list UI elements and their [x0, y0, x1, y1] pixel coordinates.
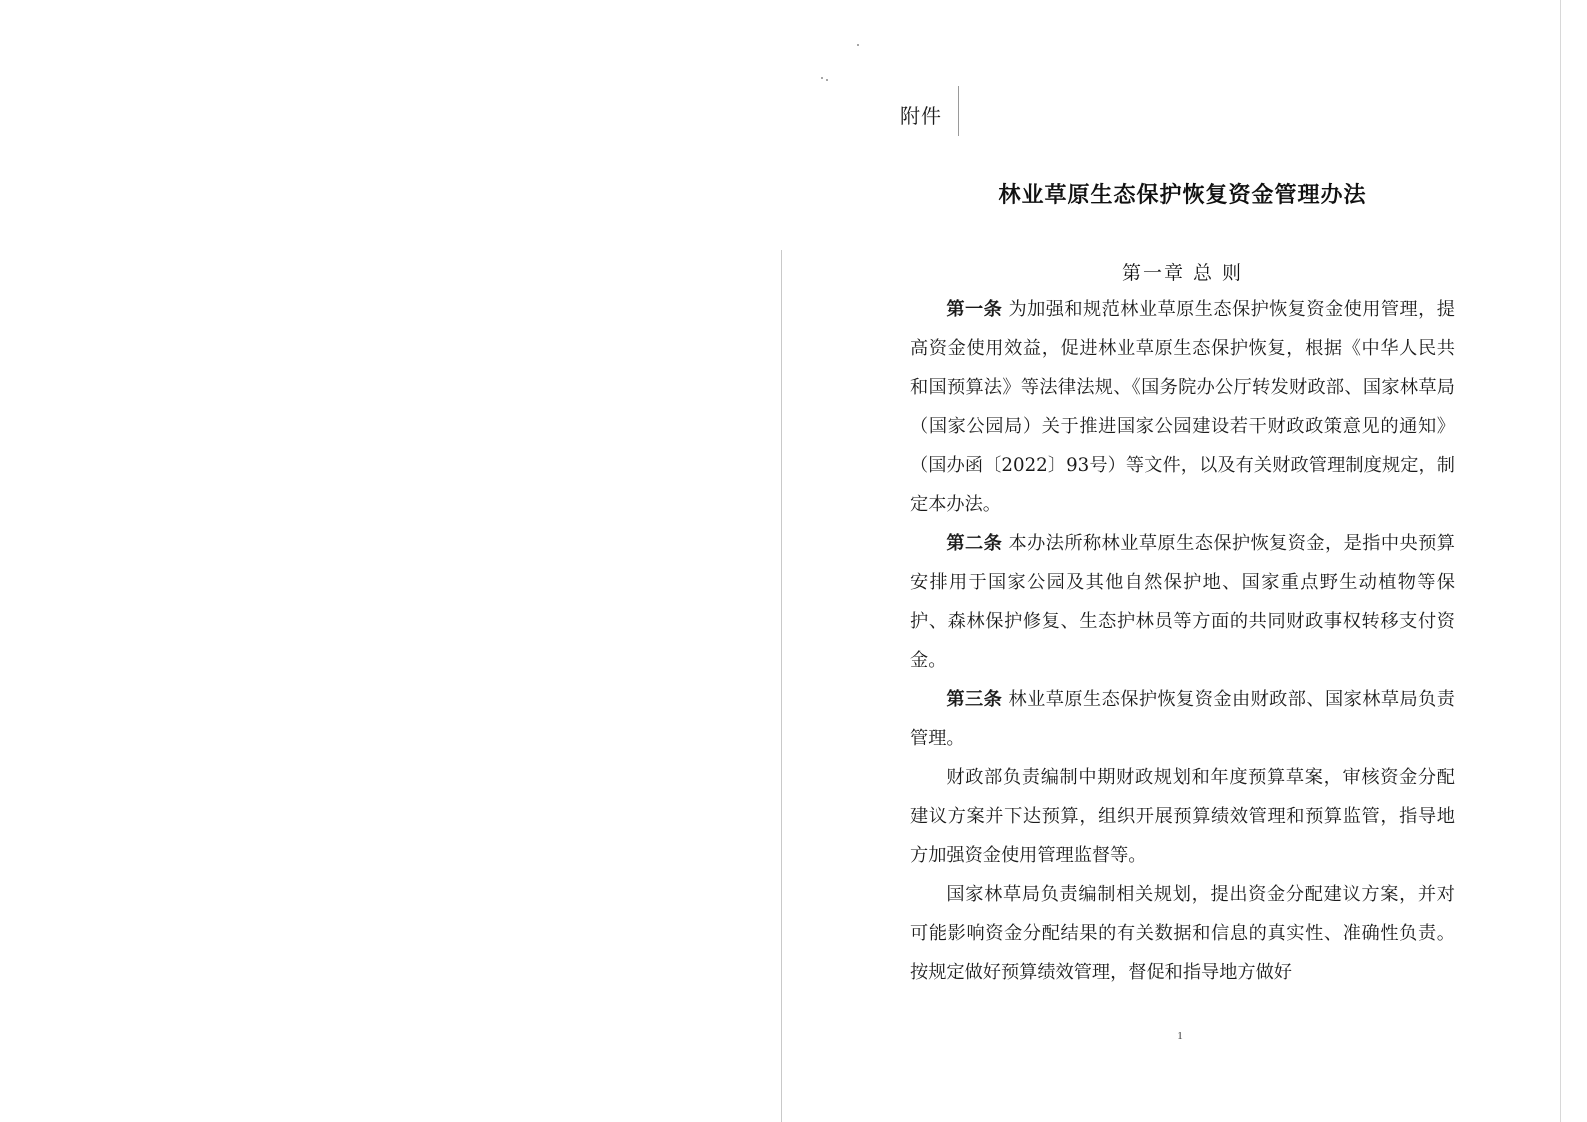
- article-label: 第一条: [946, 299, 1003, 320]
- page-edge-line: [1560, 0, 1561, 1122]
- page-number: 1: [1177, 1030, 1183, 1042]
- article-text: 为加强和规范林业草原生态保护恢复资金使用管理，提高资金使用效益，促进林业草原生态保护恢复，根据《中华人民共和国预算法》等法律法规、《国务院办公厅转发财政部、国家林草局（国家公园局）关于推进国家公园建设若干财政政策意见的通知》（国办函〔2022〕93号）等文件，以及有关财政管理制度规定，制定本办法。: [910, 299, 1455, 515]
- scan-speck: [857, 44, 859, 46]
- attachment-label: 附件: [900, 104, 942, 128]
- article-3-paragraph: [910, 680, 1455, 758]
- article-2-paragraph: [910, 524, 1455, 680]
- attachment-divider: [958, 86, 959, 136]
- attachment-marker: [896, 86, 960, 136]
- article-1-paragraph: [910, 290, 1455, 524]
- article-label: 第二条: [946, 533, 1003, 554]
- paragraph-text: 财政部负责编制中期财政规划和年度预算草案，审核资金分配建议方案并下达预算，组织开展预算绩效管理和预算监管，指导地方加强资金使用管理监督等。: [910, 767, 1455, 866]
- page-fold-line: [781, 250, 782, 1122]
- article-label: 第三条: [946, 689, 1003, 710]
- article-text: 林业草原生态保护恢复资金由财政部、国家林草局负责管理。: [910, 689, 1455, 749]
- paragraph-text: 国家林草局负责编制相关规划，提出资金分配建议方案，并对可能影响资金分配结果的有关数据和信息的真实性、准确性负责。按规定做好预算绩效管理，督促和指导地方做好: [910, 884, 1455, 983]
- document-body: [910, 290, 1455, 992]
- body-paragraph: [910, 758, 1455, 875]
- document-title: 林业草原生态保护恢复资金管理办法: [998, 183, 1367, 208]
- scan-speck: [821, 77, 823, 79]
- body-paragraph: [910, 875, 1455, 992]
- scan-speck: [826, 79, 828, 81]
- article-text: 本办法所称林业草原生态保护恢复资金，是指中央预算安排用于国家公园及其他自然保护地、国家重点野生动植物等保护、森林保护修复、生态护林员等方面的共同财政事权转移支付资金。: [910, 533, 1455, 671]
- chapter-title: 第一章 总 则: [1121, 262, 1244, 284]
